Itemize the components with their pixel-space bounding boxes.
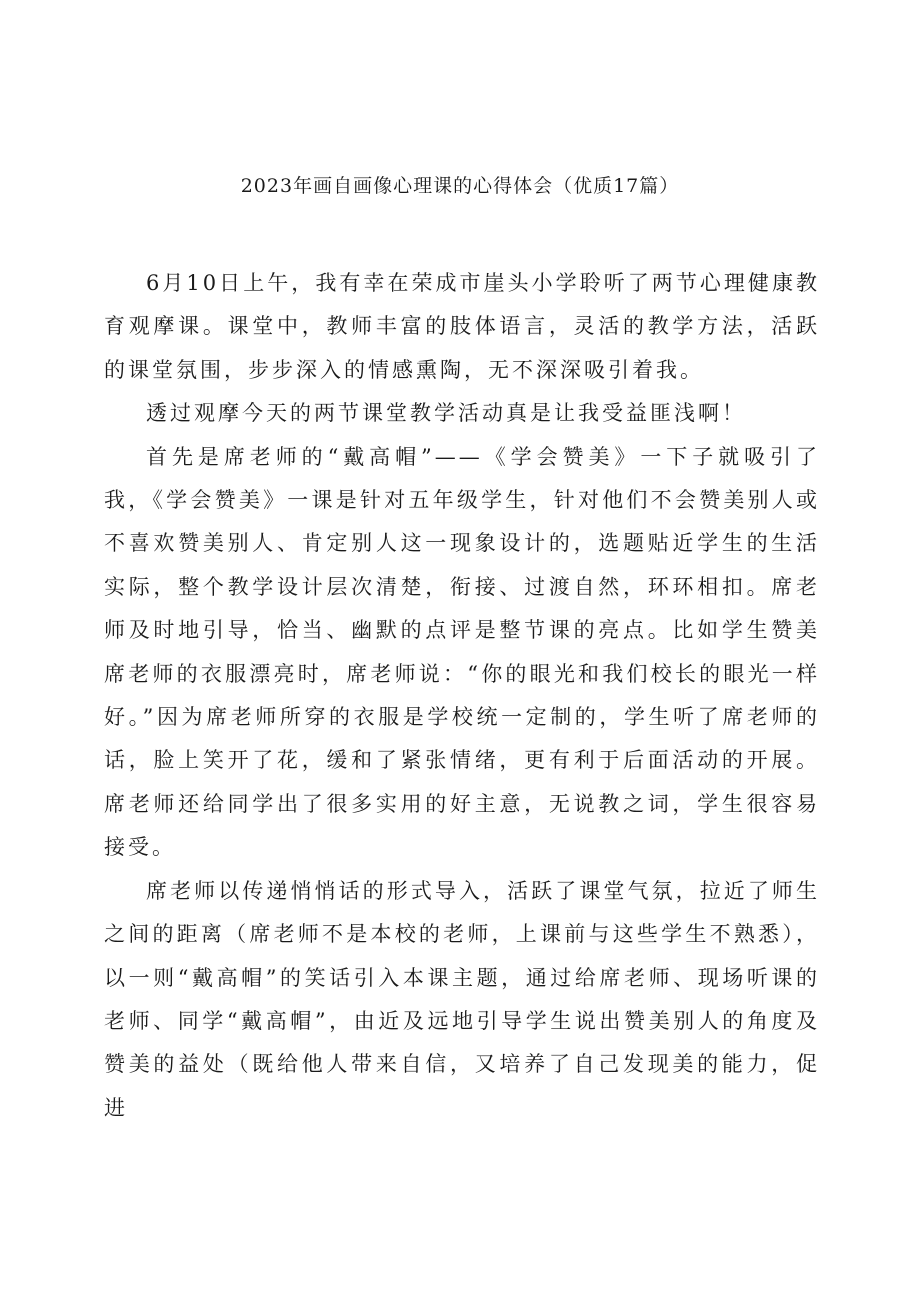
- document-body: [104, 262, 820, 1130]
- paragraph-3: 首先是席老师的“戴高帽”——《学会赞美》一下子就吸引了我，《学会赞美》一课是针对五年级学生，针对他们不会赞美别人或不喜欢赞美别人、肯定别人这一现象设计的，选题贴近学生的生活实际，整个教学设计层次清楚，衔接、过渡自然，环环相扣。席老师及时地引导，恰当、幽默的点评是整节课的亮点。比如学生赞美席老师的衣服漂亮时，席老师说：“你的眼光和我们校长的眼光一样好。”因为席老师所穿的衣服是学校统一定制的，学生听了席老师的话，脸上笑开了花，缓和了紧张情绪，更有利于后面活动的开展。席老师还给同学出了很多实用的好主意，无说教之词，学生很容易接受。: [104, 444, 820, 860]
- paragraph-2: 透过观摩今天的两节课堂教学活动真是让我受益匪浅啊！: [146, 401, 746, 426]
- paragraph-1: 6月10日上午，我有幸在荣成市崖头小学聆听了两节心理健康教育观摩课。课堂中，教师丰富的肢体语言，灵活的教学方法，活跃的课堂氛围，步步深入的情感熏陶，无不深深吸引着我。: [104, 271, 820, 382]
- document-title: 2023年画自画像心理课的心得体会（优质17篇）: [240, 175, 680, 197]
- paragraph-4: 席老师以传递悄悄话的形式导入，活跃了课堂气氛，拉近了师生之间的距离（席老师不是本校的老师，上课前与这些学生不熟悉），以一则“戴高帽”的笑话引入本课主题，通过给席老师、现场听课的老师、同学“戴高帽”，由近及远地引导学生说出赞美别人的角度及赞美的益处（既给他人带来自信，又培养了自己发现美的能力，促进: [104, 878, 820, 1120]
